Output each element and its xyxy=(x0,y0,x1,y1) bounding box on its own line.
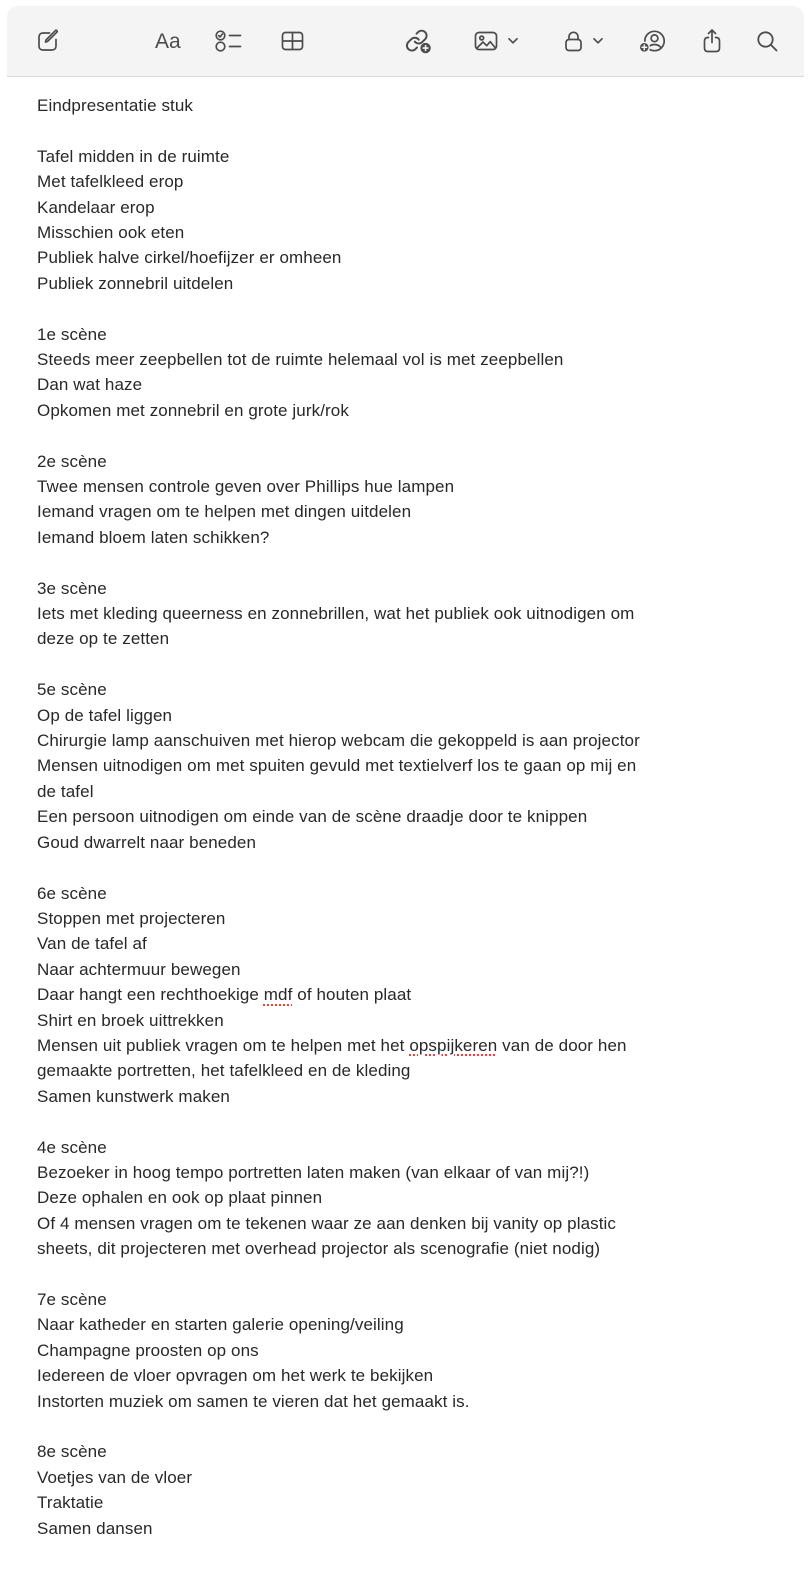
note-line: Mensen uitnodigen om met spuiten gevuld met textielverf los te gaan op mij en xyxy=(37,756,637,776)
note-line: Tafel midden in de ruimte xyxy=(37,146,230,166)
note-paragraph xyxy=(37,881,774,1110)
note-paragraph xyxy=(37,576,774,652)
compose-icon xyxy=(34,27,62,55)
checklist-icon xyxy=(214,28,243,54)
photos-icon xyxy=(472,28,500,54)
note-line: Publiek zonnebril uitdelen xyxy=(37,273,234,293)
note-line: Steeds meer zeepbellen tot de ruimte helemaal vol is met zeepbellen xyxy=(37,350,564,370)
note-line: Shirt en broek uittrekken xyxy=(37,1010,224,1030)
note-line: Iedereen de vloer opvragen om het werk te bekijken xyxy=(37,1366,434,1386)
add-link-icon xyxy=(403,28,433,54)
note-line: Naar katheder en starten galerie opening/veiling xyxy=(37,1315,404,1335)
note-line: Iemand vragen om te helpen met dingen uitdelen xyxy=(37,502,412,522)
note-line: sheets, dit projecteren met overhead projector als scenografie (niet nodig) xyxy=(37,1239,601,1259)
note-line: Naar achtermuur bewegen xyxy=(37,959,241,979)
note-line: Van de tafel af xyxy=(37,934,147,954)
note-line: 1e scène xyxy=(37,324,107,344)
note-line: Champagne proosten op ons xyxy=(37,1340,259,1360)
lock-button[interactable] xyxy=(562,28,604,55)
note-paragraph xyxy=(37,322,774,424)
note-line: Een persoon uitnodigen om einde van de scène draadje door te knippen xyxy=(37,807,588,827)
note-line: Traktatie xyxy=(37,1493,104,1513)
table-button[interactable] xyxy=(279,28,306,54)
checklist-button[interactable] xyxy=(214,28,243,54)
share-button[interactable] xyxy=(700,27,724,56)
note-paragraph xyxy=(37,449,774,551)
note-line: Stoppen met projecteren xyxy=(37,908,226,928)
toolbar xyxy=(7,6,804,77)
note-paragraph xyxy=(37,144,774,296)
note-line: 8e scène xyxy=(37,1442,107,1462)
note-paragraph xyxy=(37,1439,774,1541)
note-line: Op de tafel liggen xyxy=(37,705,173,725)
search-icon xyxy=(754,28,781,55)
misspelled-word: mdf xyxy=(263,985,293,1005)
format-button[interactable] xyxy=(155,31,181,52)
note-paragraph xyxy=(37,1287,774,1414)
note-line: Chirurgie lamp aanschuiven met hierop webcam die gekoppeld is aan projector xyxy=(37,731,640,751)
note-body[interactable] xyxy=(7,77,804,1541)
note-line: Goud dwarrelt naar beneden xyxy=(37,832,257,852)
add-people-icon xyxy=(638,28,668,55)
note-line: Opkomen met zonnebril en grote jurk/rok xyxy=(37,400,349,420)
share-icon xyxy=(700,27,724,56)
note-paragraph xyxy=(37,1135,774,1262)
note-line: deze op te zetten xyxy=(37,629,170,649)
notes-window xyxy=(7,6,804,1589)
note-line: 5e scène xyxy=(37,680,107,700)
note-line: 7e scène xyxy=(37,1289,107,1309)
note-line: Misschien ook eten xyxy=(37,223,185,243)
note-paragraph xyxy=(37,93,774,118)
note-line: Deze ophalen en ook op plaat pinnen xyxy=(37,1188,323,1208)
note-line: Dan wat haze xyxy=(37,375,143,395)
note-line: 2e scène xyxy=(37,451,107,471)
chevron-down-icon[interactable] xyxy=(507,37,519,45)
collaborate-button[interactable] xyxy=(638,28,668,55)
search-button[interactable] xyxy=(754,28,781,55)
note-line: Samen kunstwerk maken xyxy=(37,1086,230,1106)
note-line: Iets met kleding queerness en zonnebrillen, wat het publiek ook uitnodigen om xyxy=(37,604,635,624)
lock-icon xyxy=(562,28,585,55)
add-link-button[interactable] xyxy=(403,28,433,54)
note-line: Mensen uit publiek vragen om te helpen met het opspijkeren van de door hen xyxy=(37,1035,627,1055)
note-line: Of 4 mensen vragen om te tekenen waar ze aan denken bij vanity op plastic xyxy=(37,1213,617,1233)
note-paragraph xyxy=(37,677,774,855)
note-line: Daar hangt een rechthoekige mdf of houten plaat xyxy=(37,985,412,1005)
note-line: Kandelaar erop xyxy=(37,197,155,217)
compose-button[interactable] xyxy=(34,27,62,55)
note-line: Eindpresentatie stuk xyxy=(37,96,194,115)
note-line: de tafel xyxy=(37,781,94,801)
note-line: Instorten muziek om samen te vieren dat het gemaakt is. xyxy=(37,1391,470,1411)
note-line: gemaakte portretten, het tafelkleed en de kleding xyxy=(37,1061,411,1081)
note-line: 6e scène xyxy=(37,883,107,903)
note-line: 3e scène xyxy=(37,578,107,598)
note-line: 4e scène xyxy=(37,1137,107,1157)
misspelled-word: opspijkeren xyxy=(409,1035,498,1055)
note-line: Voetjes van de vloer xyxy=(37,1467,193,1487)
note-line: Publiek halve cirkel/hoefijzer er omheen xyxy=(37,248,342,268)
note-line: Twee mensen controle geven over Phillips hue lampen xyxy=(37,477,455,497)
chevron-down-icon[interactable] xyxy=(592,37,604,45)
note-line: Iemand bloem laten schikken? xyxy=(37,527,270,547)
note-line: Bezoeker in hoog tempo portretten laten maken (van elkaar of van mij?!) xyxy=(37,1162,590,1182)
format-text-label: Aa xyxy=(155,29,181,53)
note-line: Samen dansen xyxy=(37,1518,153,1538)
media-button[interactable] xyxy=(472,28,519,54)
note-line: Met tafelkleed erop xyxy=(37,172,184,192)
table-icon xyxy=(279,28,306,54)
